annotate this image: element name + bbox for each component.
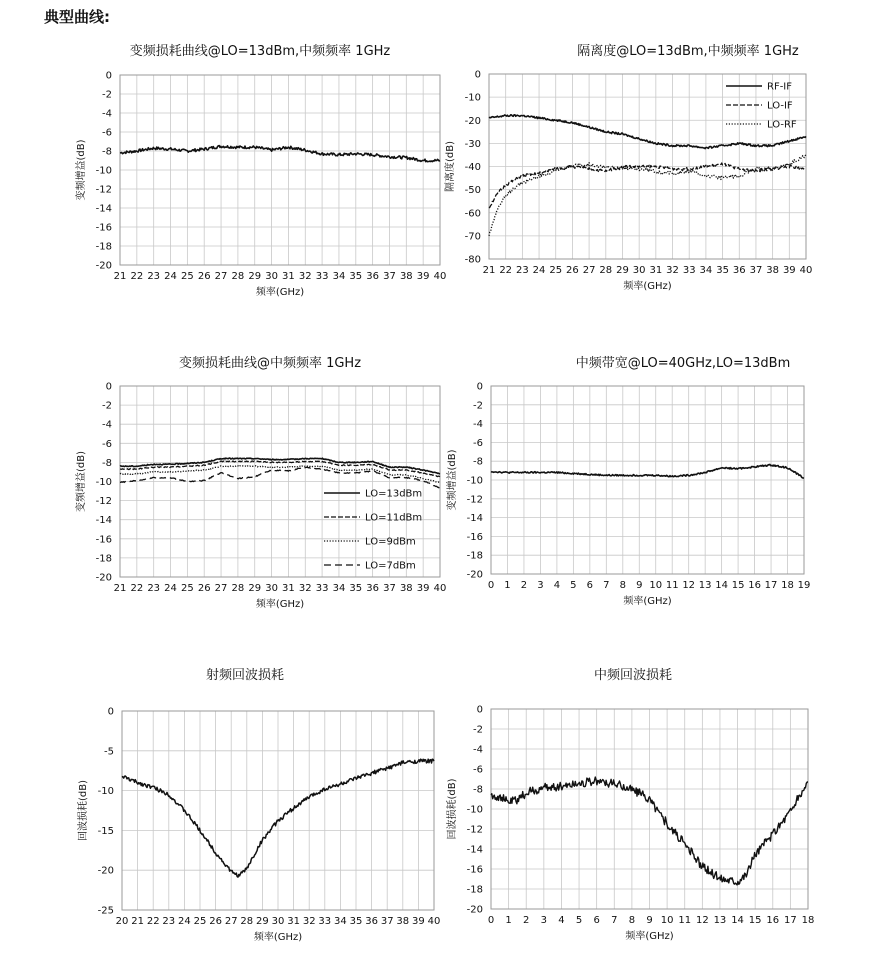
x-tick-label: 33 xyxy=(315,271,329,282)
y-tick-label: -8 xyxy=(102,146,112,158)
x-tick-label: 8 xyxy=(619,580,626,591)
y-tick-label: -70 xyxy=(464,231,481,243)
y-tick-label: -8 xyxy=(102,457,112,469)
legend-label: LO=7dBm xyxy=(365,560,416,572)
x-tick-label: 18 xyxy=(801,915,815,926)
x-tick-label: 35 xyxy=(349,583,363,594)
chart-title: 中频回波损耗 xyxy=(593,668,672,683)
x-tick-label: 39 xyxy=(782,265,796,276)
y-tick-label: -10 xyxy=(464,92,481,104)
x-tick-label: 14 xyxy=(715,580,728,591)
x-tick-label: 34 xyxy=(334,916,347,927)
x-axis-label: 频率(GHz) xyxy=(625,931,674,942)
x-tick-label: 37 xyxy=(380,916,394,927)
x-tick-label: 31 xyxy=(287,916,300,927)
x-tick-label: 25 xyxy=(193,916,207,927)
x-tick-label: 40 xyxy=(799,265,813,276)
y-tick-label: -16 xyxy=(466,531,483,543)
chart-plot xyxy=(438,662,828,962)
x-tick-label: 13 xyxy=(713,915,727,926)
y-tick-label: -6 xyxy=(102,438,112,450)
chart-rf-return-loss xyxy=(70,662,450,962)
x-tick-label: 30 xyxy=(632,265,646,276)
y-tick-label: -10 xyxy=(466,804,483,816)
y-axis-label: 回波损耗(dB) xyxy=(447,778,458,840)
x-tick-label: 27 xyxy=(582,265,596,276)
x-tick-label: 21 xyxy=(482,265,496,276)
x-tick-label: 9 xyxy=(636,580,643,591)
y-tick-label: -6 xyxy=(102,127,112,139)
x-tick-label: 36 xyxy=(366,271,379,282)
x-tick-label: 13 xyxy=(698,580,712,591)
x-tick-label: 0 xyxy=(487,915,495,926)
x-tick-label: 27 xyxy=(224,916,238,927)
x-tick-label: 35 xyxy=(349,271,363,282)
x-tick-label: 39 xyxy=(416,271,430,282)
y-axis-label: 变频增益(dB) xyxy=(76,139,87,201)
x-tick-label: 21 xyxy=(113,271,127,282)
x-tick-label: 24 xyxy=(164,583,177,594)
x-tick-label: 38 xyxy=(396,916,410,927)
x-tick-label: 7 xyxy=(611,915,618,926)
y-tick-label: -2 xyxy=(473,400,483,412)
y-tick-label: -12 xyxy=(466,494,483,506)
y-axis-label: 变频增益(dB) xyxy=(447,449,458,511)
x-tick-label: 27 xyxy=(214,583,228,594)
chart-title: 中频带宽@LO=40GHz,LO=13dBm xyxy=(575,356,791,371)
y-tick-label: 0 xyxy=(474,69,481,81)
y-tick-label: -14 xyxy=(95,203,112,215)
x-tick-label: 27 xyxy=(214,271,228,282)
y-tick-label: -2 xyxy=(102,400,112,412)
y-tick-label: -20 xyxy=(466,904,483,916)
y-tick-label: -18 xyxy=(95,553,112,565)
x-tick-label: 31 xyxy=(649,265,663,276)
y-tick-label: -12 xyxy=(95,184,112,196)
x-tick-label: 40 xyxy=(433,583,447,594)
x-tick-label: 7 xyxy=(603,580,610,591)
x-tick-label: 4 xyxy=(553,580,561,591)
chart-title: 射频回波损耗 xyxy=(205,668,284,683)
x-tick-label: 3 xyxy=(537,580,544,591)
y-tick-label: -20 xyxy=(95,260,112,272)
series-line xyxy=(120,466,440,483)
x-tick-label: 39 xyxy=(412,916,425,927)
x-tick-label: 22 xyxy=(130,583,144,594)
x-tick-label: 37 xyxy=(749,265,763,276)
y-tick-label: -20 xyxy=(466,569,483,581)
y-tick-label: -2 xyxy=(473,724,483,736)
x-tick-label: 36 xyxy=(732,265,746,276)
x-tick-label: 34 xyxy=(699,265,713,276)
x-tick-label: 32 xyxy=(302,916,316,927)
x-axis-label: 频率(GHz) xyxy=(623,281,672,292)
x-tick-label: 30 xyxy=(265,583,278,594)
x-tick-label: 29 xyxy=(256,916,269,927)
x-tick-label: 33 xyxy=(682,265,696,276)
y-tick-label: -4 xyxy=(473,419,483,431)
y-tick-label: 0 xyxy=(476,381,483,393)
y-tick-label: -18 xyxy=(466,884,483,896)
x-tick-label: 12 xyxy=(682,580,696,591)
chart-plot xyxy=(70,662,450,962)
page-heading: 典型曲线: xyxy=(44,8,110,26)
x-tick-label: 6 xyxy=(593,915,600,926)
x-tick-label: 35 xyxy=(716,265,729,276)
x-tick-label: 10 xyxy=(649,580,663,591)
x-tick-label: 24 xyxy=(532,265,546,276)
y-tick-label: -12 xyxy=(466,824,483,836)
chart-plot xyxy=(70,38,450,328)
y-tick-label: 0 xyxy=(476,704,483,716)
x-tick-label: 25 xyxy=(181,271,194,282)
x-tick-label: 25 xyxy=(181,583,194,594)
y-tick-label: -18 xyxy=(95,241,112,253)
x-tick-label: 30 xyxy=(271,916,285,927)
legend-label: LO=9dBm xyxy=(365,536,416,548)
chart-plot xyxy=(70,350,450,640)
x-tick-label: 26 xyxy=(197,583,211,594)
x-tick-label: 14 xyxy=(731,915,744,926)
y-tick-label: -10 xyxy=(95,477,112,488)
x-tick-label: 40 xyxy=(427,916,441,927)
chart-title: 变频损耗曲线@LO=13dBm,中频频率 1GHz xyxy=(129,44,391,59)
chart-title: 变频损耗曲线@中频频率 1GHz xyxy=(178,356,362,371)
x-axis-label: 频率(GHz) xyxy=(623,596,672,607)
x-tick-label: 10 xyxy=(660,915,674,926)
chart-plot xyxy=(438,38,828,328)
legend-label: LO-RF xyxy=(767,119,797,131)
x-tick-label: 34 xyxy=(332,583,346,594)
y-tick-label: -14 xyxy=(95,515,112,527)
y-axis-label: 回波损耗(dB) xyxy=(78,779,89,842)
x-tick-label: 36 xyxy=(365,916,378,927)
y-axis-label: 变频增益(dB) xyxy=(76,450,87,513)
legend-label: LO=11dBm xyxy=(365,512,423,524)
x-tick-label: 12 xyxy=(695,915,709,926)
x-tick-label: 31 xyxy=(282,583,295,594)
y-tick-label: -50 xyxy=(464,185,481,197)
x-tick-label: 32 xyxy=(298,583,312,594)
y-tick-label: -8 xyxy=(473,456,483,468)
y-tick-label: -5 xyxy=(104,746,114,758)
y-tick-label: -14 xyxy=(466,844,483,856)
x-tick-label: 6 xyxy=(586,580,594,591)
chart-conversion-loss-lo13 xyxy=(70,38,450,328)
x-tick-label: 22 xyxy=(130,271,144,282)
y-tick-label: -40 xyxy=(464,162,481,173)
x-tick-label: 16 xyxy=(766,915,780,926)
y-tick-label: -6 xyxy=(473,437,483,449)
x-tick-label: 32 xyxy=(666,265,679,276)
y-tick-label: 0 xyxy=(105,70,112,82)
y-tick-label: -4 xyxy=(102,419,112,431)
y-tick-label: -16 xyxy=(466,864,483,876)
x-tick-label: 19 xyxy=(797,580,811,591)
x-tick-label: 32 xyxy=(298,271,312,282)
x-tick-label: 28 xyxy=(231,271,245,282)
x-tick-label: 5 xyxy=(575,915,583,926)
chart-conversion-loss-lo-power xyxy=(70,350,450,640)
x-tick-label: 38 xyxy=(766,265,779,276)
y-tick-label: 0 xyxy=(107,706,114,718)
x-tick-label: 1 xyxy=(504,580,511,591)
x-tick-label: 23 xyxy=(147,583,161,594)
x-tick-label: 33 xyxy=(315,583,329,594)
x-tick-label: 37 xyxy=(383,583,396,594)
x-axis-label: 频率(GHz) xyxy=(255,287,305,298)
y-axis-label: 隔离度(dB) xyxy=(445,140,456,193)
x-tick-label: 38 xyxy=(399,583,413,594)
y-tick-label: -20 xyxy=(95,572,112,584)
x-tick-label: 40 xyxy=(433,271,447,282)
series-line xyxy=(120,146,440,162)
x-tick-label: 15 xyxy=(748,915,762,926)
x-tick-label: 24 xyxy=(164,271,177,282)
y-tick-label: -6 xyxy=(473,764,483,776)
x-tick-label: 37 xyxy=(383,271,396,282)
y-tick-label: -14 xyxy=(466,513,483,525)
legend-label: LO=13dBm xyxy=(365,488,423,500)
x-tick-label: 38 xyxy=(399,271,413,282)
y-tick-label: -10 xyxy=(97,786,114,798)
x-tick-label: 28 xyxy=(240,916,254,927)
chart-plot xyxy=(438,350,828,640)
series-line xyxy=(491,464,804,478)
x-tick-label: 3 xyxy=(540,915,548,926)
x-tick-label: 25 xyxy=(549,265,563,276)
x-tick-label: 2 xyxy=(520,580,528,591)
chart-if-return-loss xyxy=(438,662,828,962)
y-tick-label: -18 xyxy=(466,550,483,562)
x-tick-label: 23 xyxy=(162,916,176,927)
x-tick-label: 26 xyxy=(566,265,579,276)
x-tick-label: 23 xyxy=(516,265,529,276)
x-tick-label: 29 xyxy=(248,583,262,594)
x-tick-label: 24 xyxy=(178,916,191,927)
y-tick-label: -8 xyxy=(473,784,483,796)
x-axis-label: 频率(GHz) xyxy=(253,932,303,943)
x-tick-label: 23 xyxy=(147,271,161,282)
x-tick-label: 4 xyxy=(558,915,565,926)
x-tick-label: 21 xyxy=(131,916,144,927)
legend-label: RF-IF xyxy=(767,81,793,93)
x-tick-label: 2 xyxy=(523,915,530,926)
x-tick-label: 1 xyxy=(505,915,512,926)
x-tick-label: 18 xyxy=(781,580,794,591)
x-tick-label: 31 xyxy=(282,271,295,282)
x-tick-label: 22 xyxy=(499,265,513,276)
y-tick-label: -20 xyxy=(464,115,481,127)
legend-label: LO-IF xyxy=(767,100,793,112)
x-tick-label: 17 xyxy=(784,915,797,926)
x-tick-label: 29 xyxy=(248,271,262,282)
y-tick-label: -25 xyxy=(97,905,114,917)
y-tick-label: -16 xyxy=(95,222,112,234)
y-tick-label: -80 xyxy=(464,254,481,266)
y-tick-label: -2 xyxy=(102,89,112,101)
y-tick-label: -10 xyxy=(95,165,112,177)
x-tick-label: 33 xyxy=(318,916,332,927)
x-tick-label: 28 xyxy=(231,583,245,594)
x-tick-label: 39 xyxy=(416,583,430,594)
x-tick-label: 17 xyxy=(764,580,778,591)
x-tick-label: 21 xyxy=(113,583,127,594)
y-tick-label: -16 xyxy=(95,534,112,546)
y-tick-label: -15 xyxy=(97,825,114,837)
y-tick-label: -30 xyxy=(464,138,481,150)
x-tick-label: 26 xyxy=(209,916,222,927)
x-tick-label: 11 xyxy=(665,580,679,591)
x-axis-label: 频率(GHz) xyxy=(255,599,305,610)
x-tick-label: 16 xyxy=(748,580,761,591)
x-tick-label: 8 xyxy=(628,915,636,926)
x-tick-label: 22 xyxy=(146,916,160,927)
x-tick-label: 9 xyxy=(646,915,653,926)
y-tick-label: -20 xyxy=(97,865,114,877)
y-tick-label: -10 xyxy=(466,475,483,487)
x-tick-label: 11 xyxy=(678,915,692,926)
x-tick-label: 36 xyxy=(366,583,379,594)
y-tick-label: -12 xyxy=(95,496,112,508)
x-tick-label: 30 xyxy=(265,271,278,282)
y-tick-label: -4 xyxy=(102,108,112,120)
chart-title: 隔离度@LO=13dBm,中频频率 1GHz xyxy=(577,44,799,59)
x-tick-label: 34 xyxy=(332,271,346,282)
x-tick-label: 20 xyxy=(115,916,129,927)
y-tick-label: -60 xyxy=(464,208,481,220)
x-tick-label: 35 xyxy=(349,916,363,927)
chart-if-bandwidth xyxy=(438,350,828,640)
x-tick-label: 5 xyxy=(570,580,577,591)
y-tick-label: -4 xyxy=(473,744,483,756)
series-line xyxy=(489,155,806,236)
x-tick-label: 0 xyxy=(487,580,495,591)
x-tick-label: 28 xyxy=(599,265,613,276)
chart-isolation xyxy=(438,38,828,328)
y-tick-label: 0 xyxy=(105,381,112,393)
x-tick-label: 15 xyxy=(731,580,745,591)
x-tick-label: 26 xyxy=(197,271,211,282)
x-tick-label: 29 xyxy=(616,265,629,276)
